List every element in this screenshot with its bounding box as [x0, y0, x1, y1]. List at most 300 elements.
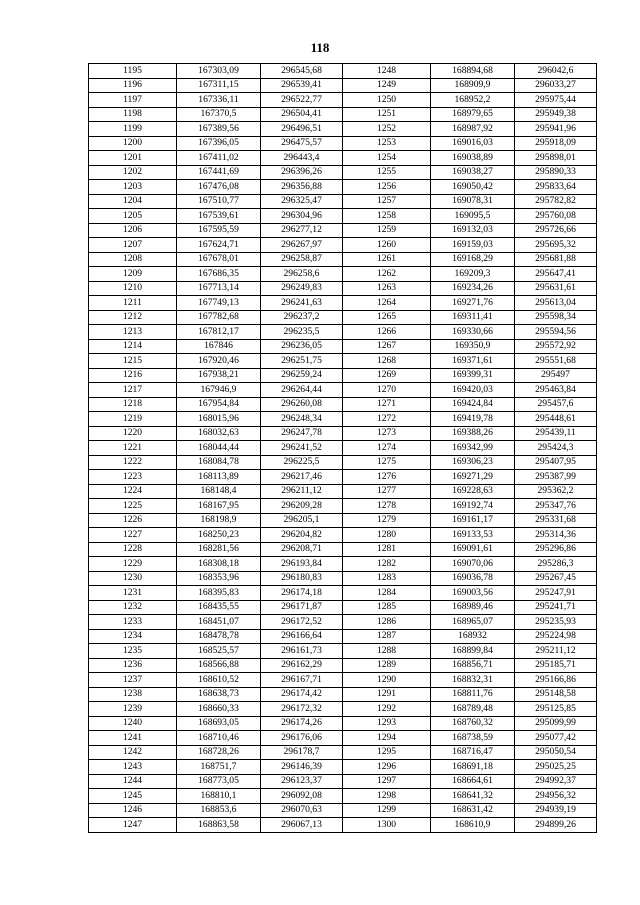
x-coordinate-cell: 169271,76: [431, 296, 515, 311]
y-coordinate-cell: 296208,71: [261, 542, 343, 557]
point-number-cell: 1197: [89, 93, 177, 108]
x-coordinate-cell: 168894,68: [431, 64, 515, 79]
x-coordinate-cell: 168641,32: [431, 789, 515, 804]
x-coordinate-cell: 168832,31: [431, 673, 515, 688]
x-coordinate-cell: 167624,71: [177, 238, 261, 253]
point-number-cell: 1253: [343, 136, 431, 151]
point-number-cell: 1256: [343, 180, 431, 195]
y-coordinate-cell: 295918,09: [515, 136, 597, 151]
x-coordinate-cell: 168435,55: [177, 600, 261, 615]
y-coordinate-cell: 296325,47: [261, 194, 343, 209]
y-coordinate-cell: 295551,68: [515, 354, 597, 369]
x-coordinate-cell: 168044,44: [177, 441, 261, 456]
point-number-cell: 1300: [343, 818, 431, 833]
x-coordinate-cell: 168015,96: [177, 412, 261, 427]
x-coordinate-cell: 168710,46: [177, 731, 261, 746]
y-coordinate-cell: 296304,96: [261, 209, 343, 224]
point-number-cell: 1270: [343, 383, 431, 398]
point-number-cell: 1278: [343, 499, 431, 514]
point-number-cell: 1267: [343, 339, 431, 354]
table-row: [89, 716, 597, 731]
x-coordinate-cell: 167920,46: [177, 354, 261, 369]
point-number-cell: 1238: [89, 687, 177, 702]
x-coordinate-cell: 167411,02: [177, 151, 261, 166]
y-coordinate-cell: 296522,77: [261, 93, 343, 108]
y-coordinate-cell: 296475,57: [261, 136, 343, 151]
x-coordinate-cell: 167476,08: [177, 180, 261, 195]
point-number-cell: 1297: [343, 774, 431, 789]
point-number-cell: 1195: [89, 64, 177, 79]
point-number-cell: 1280: [343, 528, 431, 543]
y-coordinate-cell: 294939,19: [515, 803, 597, 818]
y-coordinate-cell: 296241,63: [261, 296, 343, 311]
page-number: 118: [310, 40, 330, 55]
y-coordinate-cell: 295457,6: [515, 397, 597, 412]
table-row: [89, 702, 597, 717]
point-number-cell: 1196: [89, 78, 177, 93]
point-number-cell: 1289: [343, 658, 431, 673]
point-number-cell: 1269: [343, 368, 431, 383]
point-number-cell: 1241: [89, 731, 177, 746]
point-number-cell: 1213: [89, 325, 177, 340]
x-coordinate-cell: 168899,84: [431, 644, 515, 659]
x-coordinate-cell: 168631,42: [431, 803, 515, 818]
y-coordinate-cell: 295695,32: [515, 238, 597, 253]
x-coordinate-cell: 169419,78: [431, 412, 515, 427]
x-coordinate-cell: 168738,59: [431, 731, 515, 746]
x-coordinate-cell: 169132,03: [431, 223, 515, 238]
x-coordinate-cell: 168773,05: [177, 774, 261, 789]
point-number-cell: 1249: [343, 78, 431, 93]
x-coordinate-cell: 169016,03: [431, 136, 515, 151]
point-number-cell: 1218: [89, 397, 177, 412]
x-coordinate-cell: 169091,61: [431, 542, 515, 557]
x-coordinate-cell: 169306,23: [431, 455, 515, 470]
y-coordinate-cell: 296258,87: [261, 252, 343, 267]
point-number-cell: 1282: [343, 557, 431, 572]
table-row: [89, 64, 597, 79]
y-coordinate-cell: 296174,26: [261, 716, 343, 731]
point-number-cell: 1210: [89, 281, 177, 296]
table-row: [89, 731, 597, 746]
x-coordinate-cell: 167396,05: [177, 136, 261, 151]
point-number-cell: 1216: [89, 368, 177, 383]
x-coordinate-cell: 169095,5: [431, 209, 515, 224]
x-coordinate-cell: 169228,63: [431, 484, 515, 499]
x-coordinate-cell: 169399,31: [431, 368, 515, 383]
point-number-cell: 1290: [343, 673, 431, 688]
table-row: [89, 658, 597, 673]
x-coordinate-cell: 168811,76: [431, 687, 515, 702]
table-row: [89, 412, 597, 427]
x-coordinate-cell: 169070,06: [431, 557, 515, 572]
table-row: [89, 151, 597, 166]
x-coordinate-cell: 167686,35: [177, 267, 261, 282]
table-row: [89, 180, 597, 195]
table-row: [89, 368, 597, 383]
x-coordinate-cell: 168693,05: [177, 716, 261, 731]
x-coordinate-cell: 168610,52: [177, 673, 261, 688]
y-coordinate-cell: 295247,91: [515, 586, 597, 601]
point-number-cell: 1227: [89, 528, 177, 543]
point-number-cell: 1254: [343, 151, 431, 166]
table-row: [89, 252, 597, 267]
table-row: [89, 78, 597, 93]
coordinates-table: [88, 63, 597, 833]
point-number-cell: 1206: [89, 223, 177, 238]
point-number-cell: 1272: [343, 412, 431, 427]
point-number-cell: 1252: [343, 122, 431, 137]
y-coordinate-cell: 295148,58: [515, 687, 597, 702]
y-coordinate-cell: 294992,37: [515, 774, 597, 789]
point-number-cell: 1235: [89, 644, 177, 659]
x-coordinate-cell: 168525,57: [177, 644, 261, 659]
table-row: [89, 745, 597, 760]
x-coordinate-cell: 169050,42: [431, 180, 515, 195]
point-number-cell: 1262: [343, 267, 431, 282]
y-coordinate-cell: 296249,83: [261, 281, 343, 296]
x-coordinate-cell: 167370,5: [177, 107, 261, 122]
table-row: [89, 760, 597, 775]
point-number-cell: 1259: [343, 223, 431, 238]
point-number-cell: 1219: [89, 412, 177, 427]
point-number-cell: 1284: [343, 586, 431, 601]
x-coordinate-cell: 169330,66: [431, 325, 515, 340]
y-coordinate-cell: 295241,71: [515, 600, 597, 615]
point-number-cell: 1220: [89, 426, 177, 441]
point-number-cell: 1201: [89, 151, 177, 166]
y-coordinate-cell: 296539,41: [261, 78, 343, 93]
y-coordinate-cell: 296236,05: [261, 339, 343, 354]
x-coordinate-cell: 167389,56: [177, 122, 261, 137]
point-number-cell: 1246: [89, 803, 177, 818]
x-coordinate-cell: 168853,6: [177, 803, 261, 818]
point-number-cell: 1208: [89, 252, 177, 267]
table-row: [89, 122, 597, 137]
x-coordinate-cell: 169424,84: [431, 397, 515, 412]
y-coordinate-cell: 296217,46: [261, 470, 343, 485]
x-coordinate-cell: 169159,03: [431, 238, 515, 253]
y-coordinate-cell: 296396,26: [261, 165, 343, 180]
y-coordinate-cell: 296504,41: [261, 107, 343, 122]
y-coordinate-cell: 294956,32: [515, 789, 597, 804]
table-row: [89, 499, 597, 514]
point-number-cell: 1203: [89, 180, 177, 195]
point-number-cell: 1244: [89, 774, 177, 789]
y-coordinate-cell: 295497: [515, 368, 597, 383]
point-number-cell: 1221: [89, 441, 177, 456]
table-row: [89, 803, 597, 818]
y-coordinate-cell: 296277,12: [261, 223, 343, 238]
x-coordinate-cell: 167954,84: [177, 397, 261, 412]
y-coordinate-cell: 295594,56: [515, 325, 597, 340]
table-row: [89, 484, 597, 499]
x-coordinate-cell: 168716,47: [431, 745, 515, 760]
x-coordinate-cell: 169036,78: [431, 571, 515, 586]
y-coordinate-cell: 295949,38: [515, 107, 597, 122]
table-row: [89, 165, 597, 180]
point-number-cell: 1291: [343, 687, 431, 702]
table-row: [89, 687, 597, 702]
y-coordinate-cell: 295235,93: [515, 615, 597, 630]
x-coordinate-cell: 167846: [177, 339, 261, 354]
x-coordinate-cell: 168198,9: [177, 513, 261, 528]
y-coordinate-cell: 296235,5: [261, 325, 343, 340]
y-coordinate-cell: 296172,32: [261, 702, 343, 717]
x-coordinate-cell: 168728,26: [177, 745, 261, 760]
table-row: [89, 339, 597, 354]
point-number-cell: 1264: [343, 296, 431, 311]
x-coordinate-cell: 167336,11: [177, 93, 261, 108]
point-number-cell: 1214: [89, 339, 177, 354]
point-number-cell: 1295: [343, 745, 431, 760]
table-row: [89, 528, 597, 543]
x-coordinate-cell: 168664,61: [431, 774, 515, 789]
x-coordinate-cell: 169209,3: [431, 267, 515, 282]
y-coordinate-cell: 295296,86: [515, 542, 597, 557]
point-number-cell: 1237: [89, 673, 177, 688]
point-number-cell: 1226: [89, 513, 177, 528]
y-coordinate-cell: 296171,87: [261, 600, 343, 615]
y-coordinate-cell: 296166,64: [261, 629, 343, 644]
x-coordinate-cell: 168979,65: [431, 107, 515, 122]
x-coordinate-cell: 168084,78: [177, 455, 261, 470]
point-number-cell: 1207: [89, 238, 177, 253]
table-row: [89, 774, 597, 789]
y-coordinate-cell: 296042,6: [515, 64, 597, 79]
x-coordinate-cell: 168863,58: [177, 818, 261, 833]
point-number-cell: 1228: [89, 542, 177, 557]
x-coordinate-cell: 168909,9: [431, 78, 515, 93]
y-coordinate-cell: 295975,44: [515, 93, 597, 108]
point-number-cell: 1277: [343, 484, 431, 499]
x-coordinate-cell: 169388,26: [431, 426, 515, 441]
table-row: [89, 673, 597, 688]
y-coordinate-cell: 295314,36: [515, 528, 597, 543]
x-coordinate-cell: 168856,71: [431, 658, 515, 673]
table-row: [89, 571, 597, 586]
y-coordinate-cell: 295647,41: [515, 267, 597, 282]
y-coordinate-cell: 295941,96: [515, 122, 597, 137]
point-number-cell: 1248: [343, 64, 431, 79]
table-row: [89, 629, 597, 644]
y-coordinate-cell: 296267,97: [261, 238, 343, 253]
y-coordinate-cell: 295439,11: [515, 426, 597, 441]
x-coordinate-cell: 169161,17: [431, 513, 515, 528]
y-coordinate-cell: 296180,83: [261, 571, 343, 586]
y-coordinate-cell: 296176,06: [261, 731, 343, 746]
y-coordinate-cell: 296260,08: [261, 397, 343, 412]
y-coordinate-cell: 295572,92: [515, 339, 597, 354]
table-row: [89, 644, 597, 659]
y-coordinate-cell: 296067,13: [261, 818, 343, 833]
x-coordinate-cell: 167510,77: [177, 194, 261, 209]
point-number-cell: 1294: [343, 731, 431, 746]
x-coordinate-cell: 169311,41: [431, 310, 515, 325]
point-number-cell: 1255: [343, 165, 431, 180]
y-coordinate-cell: 296174,18: [261, 586, 343, 601]
x-coordinate-cell: 168952,2: [431, 93, 515, 108]
table-row: [89, 586, 597, 601]
coordinates-table-body: [89, 64, 597, 833]
y-coordinate-cell: 295331,68: [515, 513, 597, 528]
y-coordinate-cell: 295613,04: [515, 296, 597, 311]
point-number-cell: 1224: [89, 484, 177, 499]
y-coordinate-cell: 295598,34: [515, 310, 597, 325]
x-coordinate-cell: 168451,07: [177, 615, 261, 630]
table-row: [89, 455, 597, 470]
x-coordinate-cell: 168789,48: [431, 702, 515, 717]
table-row: [89, 354, 597, 369]
y-coordinate-cell: 296443,4: [261, 151, 343, 166]
y-coordinate-cell: 296162,29: [261, 658, 343, 673]
point-number-cell: 1279: [343, 513, 431, 528]
y-coordinate-cell: 295631,61: [515, 281, 597, 296]
point-number-cell: 1298: [343, 789, 431, 804]
x-coordinate-cell: 168760,32: [431, 716, 515, 731]
point-number-cell: 1251: [343, 107, 431, 122]
point-number-cell: 1202: [89, 165, 177, 180]
table-row: [89, 325, 597, 340]
x-coordinate-cell: 168638,73: [177, 687, 261, 702]
point-number-cell: 1258: [343, 209, 431, 224]
point-number-cell: 1268: [343, 354, 431, 369]
y-coordinate-cell: 296161,73: [261, 644, 343, 659]
x-coordinate-cell: 168751,7: [177, 760, 261, 775]
y-coordinate-cell: 296167,71: [261, 673, 343, 688]
x-coordinate-cell: 167782,68: [177, 310, 261, 325]
table-row: [89, 107, 597, 122]
table-row: [89, 209, 597, 224]
x-coordinate-cell: 169342,99: [431, 441, 515, 456]
x-coordinate-cell: 169003,56: [431, 586, 515, 601]
point-number-cell: 1260: [343, 238, 431, 253]
point-number-cell: 1243: [89, 760, 177, 775]
x-coordinate-cell: 167595,59: [177, 223, 261, 238]
y-coordinate-cell: 295267,45: [515, 571, 597, 586]
x-coordinate-cell: 167812,17: [177, 325, 261, 340]
point-number-cell: 1236: [89, 658, 177, 673]
point-number-cell: 1261: [343, 252, 431, 267]
x-coordinate-cell: 167678,01: [177, 252, 261, 267]
point-number-cell: 1205: [89, 209, 177, 224]
table-row: [89, 223, 597, 238]
point-number-cell: 1292: [343, 702, 431, 717]
y-coordinate-cell: 296356,88: [261, 180, 343, 195]
y-coordinate-cell: 296225,5: [261, 455, 343, 470]
table-row: [89, 281, 597, 296]
y-coordinate-cell: 295898,01: [515, 151, 597, 166]
point-number-cell: 1265: [343, 310, 431, 325]
x-coordinate-cell: 168987,92: [431, 122, 515, 137]
y-coordinate-cell: 295890,33: [515, 165, 597, 180]
y-coordinate-cell: 295760,08: [515, 209, 597, 224]
y-coordinate-cell: 295211,12: [515, 644, 597, 659]
y-coordinate-cell: 296251,75: [261, 354, 343, 369]
x-coordinate-cell: 167303,09: [177, 64, 261, 79]
table-row: [89, 238, 597, 253]
point-number-cell: 1293: [343, 716, 431, 731]
y-coordinate-cell: 296123,37: [261, 774, 343, 789]
x-coordinate-cell: 169350,9: [431, 339, 515, 354]
point-number-cell: 1217: [89, 383, 177, 398]
x-coordinate-cell: 167713,14: [177, 281, 261, 296]
x-coordinate-cell: 169271,29: [431, 470, 515, 485]
table-row: [89, 600, 597, 615]
point-number-cell: 1225: [89, 499, 177, 514]
y-coordinate-cell: 295286,3: [515, 557, 597, 572]
table-row: [89, 194, 597, 209]
point-number-cell: 1271: [343, 397, 431, 412]
point-number-cell: 1273: [343, 426, 431, 441]
x-coordinate-cell: 167441,69: [177, 165, 261, 180]
x-coordinate-cell: 169420,03: [431, 383, 515, 398]
point-number-cell: 1287: [343, 629, 431, 644]
point-number-cell: 1274: [343, 441, 431, 456]
y-coordinate-cell: 296241,52: [261, 441, 343, 456]
table-row: [89, 441, 597, 456]
x-coordinate-cell: 168478,78: [177, 629, 261, 644]
x-coordinate-cell: 168810,1: [177, 789, 261, 804]
table-row: [89, 557, 597, 572]
y-coordinate-cell: 296172,52: [261, 615, 343, 630]
x-coordinate-cell: 168566,88: [177, 658, 261, 673]
table-row: [89, 789, 597, 804]
x-coordinate-cell: 167311,15: [177, 78, 261, 93]
point-number-cell: 1234: [89, 629, 177, 644]
y-coordinate-cell: 295681,88: [515, 252, 597, 267]
point-number-cell: 1275: [343, 455, 431, 470]
y-coordinate-cell: 295125,85: [515, 702, 597, 717]
y-coordinate-cell: 296545,68: [261, 64, 343, 79]
x-coordinate-cell: 168281,56: [177, 542, 261, 557]
x-coordinate-cell: 167539,61: [177, 209, 261, 224]
point-number-cell: 1245: [89, 789, 177, 804]
x-coordinate-cell: 167946,9: [177, 383, 261, 398]
point-number-cell: 1229: [89, 557, 177, 572]
y-coordinate-cell: 294899,26: [515, 818, 597, 833]
y-coordinate-cell: 295448,61: [515, 412, 597, 427]
y-coordinate-cell: 296204,82: [261, 528, 343, 543]
y-coordinate-cell: 296174,42: [261, 687, 343, 702]
y-coordinate-cell: 295347,76: [515, 499, 597, 514]
x-coordinate-cell: 168148,4: [177, 484, 261, 499]
y-coordinate-cell: 295166,86: [515, 673, 597, 688]
y-coordinate-cell: 296033,27: [515, 78, 597, 93]
x-coordinate-cell: 168353,96: [177, 571, 261, 586]
y-coordinate-cell: 295099,99: [515, 716, 597, 731]
point-number-cell: 1199: [89, 122, 177, 137]
point-number-cell: 1285: [343, 600, 431, 615]
point-number-cell: 1239: [89, 702, 177, 717]
table-row: [89, 93, 597, 108]
table-row: [89, 513, 597, 528]
table-row: [89, 542, 597, 557]
x-coordinate-cell: 169038,27: [431, 165, 515, 180]
x-coordinate-cell: 168032,63: [177, 426, 261, 441]
point-number-cell: 1212: [89, 310, 177, 325]
point-number-cell: 1266: [343, 325, 431, 340]
x-coordinate-cell: 168660,33: [177, 702, 261, 717]
point-number-cell: 1198: [89, 107, 177, 122]
table-row: [89, 296, 597, 311]
point-number-cell: 1200: [89, 136, 177, 151]
y-coordinate-cell: 295224,98: [515, 629, 597, 644]
x-coordinate-cell: 168167,95: [177, 499, 261, 514]
y-coordinate-cell: 295782,82: [515, 194, 597, 209]
point-number-cell: 1232: [89, 600, 177, 615]
point-number-cell: 1211: [89, 296, 177, 311]
